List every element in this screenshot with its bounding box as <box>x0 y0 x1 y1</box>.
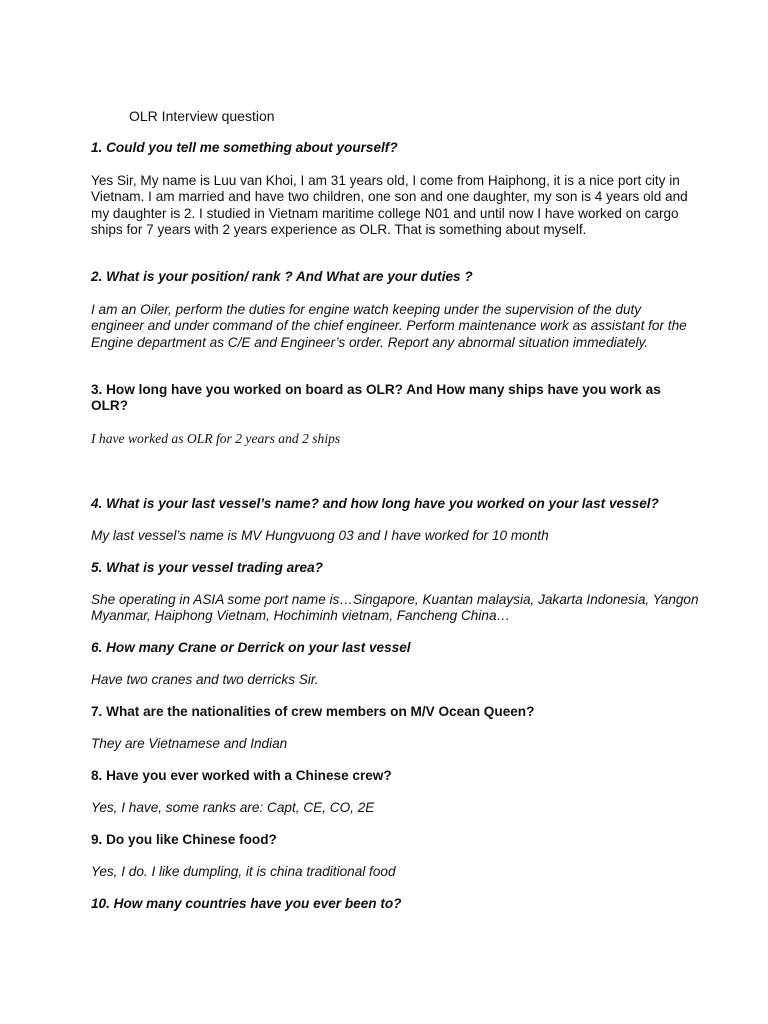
question-8: 8. Have you ever worked with a Chinese crew? <box>91 768 392 783</box>
answer-5: She operating in ASIA some port name is…Singapore, Kuantan malaysia, Jakarta Indonesia, Yangon Myanmar, Haiphong Vietnam, Hochiminh vietnam, Fancheng China… <box>91 592 699 624</box>
answer-2: I am an Oiler, perform the duties for engine watch keeping under the supervision of the duty engineer and under command of the chief engineer. Perform maintenance work as assistant for the Engine department as C/E and Engineer’s order. Report any abnormal situation immediately. <box>91 302 687 350</box>
document-title: OLR Interview question <box>129 108 275 124</box>
question-9: 9. Do you like Chinese food? <box>91 832 277 847</box>
answer-3: I have worked as OLR for 2 years and 2 ships <box>91 431 341 446</box>
question-2: 2. What is your position/ rank ? And What are your duties ? <box>91 269 473 284</box>
question-6: 6. How many Crane or Derrick on your last vessel <box>91 640 411 655</box>
question-7: 7. What are the nationalities of crew members on M/V Ocean Queen? <box>91 704 535 719</box>
question-5: 5. What is your vessel trading area? <box>91 560 323 575</box>
question-3: 3. How long have you worked on board as OLR? And How many ships have you work as OLR? <box>91 382 661 414</box>
answer-6: Have two cranes and two derricks Sir. <box>91 672 319 687</box>
question-10: 10. How many countries have you ever been to? <box>91 896 402 911</box>
question-4: 4. What is your last vessel’s name? and how long have you worked on your last vessel? <box>91 496 659 511</box>
answer-7: They are Vietnamese and Indian <box>91 736 288 751</box>
answer-1: Yes Sir, My name is Luu van Khoi, I am 31 years old, I come from Haiphong, it is a nice port city in Vietnam. I am married and have two children, one son and one daughter, my son is 4 years old and my daughter is 2. I studied in Vietnam maritime college N01 and until now I have worked on cargo ships for 7 years with 2 years experience as OLR. That is something about myself. <box>91 173 688 237</box>
answer-4: My last vessel’s name is MV Hungvuong 03 and I have worked for 10 month <box>91 528 549 543</box>
answer-8: Yes, I have, some ranks are: Capt, CE, CO, 2E <box>91 800 375 815</box>
answer-9: Yes, I do. I like dumpling, it is china traditional food <box>91 864 396 879</box>
question-1: 1. Could you tell me something about yourself? <box>91 140 398 155</box>
